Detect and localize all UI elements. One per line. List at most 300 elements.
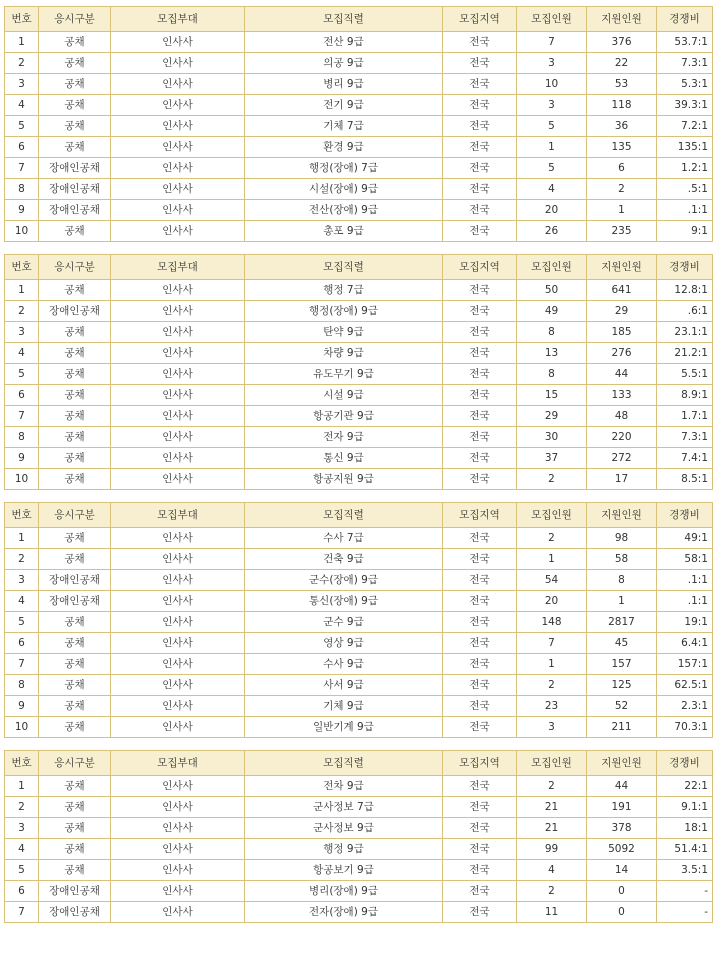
table-row: [5, 881, 713, 902]
cell-position: 통신 9급: [245, 448, 443, 469]
cell-row-number: 1: [5, 32, 39, 53]
table-row: [5, 612, 713, 633]
column-header-recruit-count: 모집인원: [517, 503, 587, 528]
cell-applicant-count: 0: [587, 902, 657, 923]
cell-applicant-count: 191: [587, 797, 657, 818]
cell-recruit-count: 5: [517, 116, 587, 137]
cell-region: 전국: [443, 427, 517, 448]
cell-position: 군사정보 7급: [245, 797, 443, 818]
table-row: [5, 528, 713, 549]
cell-competition-ratio: 2.3:1: [657, 696, 713, 717]
table-row: [5, 343, 713, 364]
recruitment-table-3: [4, 502, 713, 738]
column-header-unit: 모집부대: [111, 751, 245, 776]
cell-recruit-count: 8: [517, 364, 587, 385]
cell-exam-type: 공채: [39, 406, 111, 427]
cell-region: 전국: [443, 158, 517, 179]
cell-competition-ratio: 135:1: [657, 137, 713, 158]
cell-competition-ratio: 7.3:1: [657, 53, 713, 74]
cell-row-number: 2: [5, 301, 39, 322]
table-row: [5, 469, 713, 490]
table-row: [5, 116, 713, 137]
cell-applicant-count: 22: [587, 53, 657, 74]
cell-unit: 인사사: [111, 528, 245, 549]
cell-region: 전국: [443, 860, 517, 881]
cell-region: 전국: [443, 818, 517, 839]
cell-position: 행정 9급: [245, 839, 443, 860]
cell-position: 환경 9급: [245, 137, 443, 158]
column-header-region: 모집지역: [443, 503, 517, 528]
cell-position: 행정(장애) 9급: [245, 301, 443, 322]
cell-unit: 인사사: [111, 654, 245, 675]
cell-applicant-count: 211: [587, 717, 657, 738]
cell-competition-ratio: 18:1: [657, 818, 713, 839]
cell-exam-type: 공채: [39, 116, 111, 137]
cell-row-number: 10: [5, 717, 39, 738]
cell-region: 전국: [443, 322, 517, 343]
cell-exam-type: 공채: [39, 839, 111, 860]
cell-region: 전국: [443, 95, 517, 116]
cell-position: 건축 9급: [245, 549, 443, 570]
cell-recruit-count: 4: [517, 179, 587, 200]
cell-exam-type: 공채: [39, 776, 111, 797]
cell-position: 수사 7급: [245, 528, 443, 549]
table-row: [5, 179, 713, 200]
cell-region: 전국: [443, 839, 517, 860]
cell-recruit-count: 26: [517, 221, 587, 242]
cell-exam-type: 장애인공채: [39, 200, 111, 221]
cell-position: 의공 9급: [245, 53, 443, 74]
cell-applicant-count: 14: [587, 860, 657, 881]
cell-unit: 인사사: [111, 881, 245, 902]
table-row: [5, 53, 713, 74]
column-header-exam-type: 응시구분: [39, 255, 111, 280]
cell-recruit-count: 4: [517, 860, 587, 881]
column-header-unit: 모집부대: [111, 255, 245, 280]
cell-recruit-count: 1: [517, 549, 587, 570]
cell-applicant-count: 17: [587, 469, 657, 490]
cell-exam-type: 공채: [39, 385, 111, 406]
cell-applicant-count: 48: [587, 406, 657, 427]
cell-row-number: 10: [5, 469, 39, 490]
cell-position: 사서 9급: [245, 675, 443, 696]
cell-region: 전국: [443, 528, 517, 549]
cell-row-number: 10: [5, 221, 39, 242]
cell-applicant-count: 378: [587, 818, 657, 839]
cell-unit: 인사사: [111, 633, 245, 654]
cell-position: 행정 7급: [245, 280, 443, 301]
cell-row-number: 4: [5, 839, 39, 860]
cell-region: 전국: [443, 32, 517, 53]
cell-region: 전국: [443, 280, 517, 301]
cell-region: 전국: [443, 116, 517, 137]
cell-applicant-count: 118: [587, 95, 657, 116]
cell-region: 전국: [443, 137, 517, 158]
cell-recruit-count: 8: [517, 322, 587, 343]
cell-unit: 인사사: [111, 717, 245, 738]
cell-applicant-count: 1: [587, 591, 657, 612]
table-row: [5, 137, 713, 158]
cell-unit: 인사사: [111, 116, 245, 137]
cell-exam-type: 공채: [39, 280, 111, 301]
cell-recruit-count: 23: [517, 696, 587, 717]
cell-position: 전차 9급: [245, 776, 443, 797]
cell-exam-type: 공채: [39, 469, 111, 490]
cell-position: 항공기관 9급: [245, 406, 443, 427]
cell-row-number: 6: [5, 633, 39, 654]
cell-applicant-count: 52: [587, 696, 657, 717]
cell-applicant-count: 125: [587, 675, 657, 696]
cell-unit: 인사사: [111, 696, 245, 717]
cell-applicant-count: 5092: [587, 839, 657, 860]
cell-competition-ratio: .6:1: [657, 301, 713, 322]
table-row: [5, 200, 713, 221]
cell-position: 수사 9급: [245, 654, 443, 675]
cell-applicant-count: 133: [587, 385, 657, 406]
cell-exam-type: 공채: [39, 343, 111, 364]
column-header-recruit-count: 모집인원: [517, 7, 587, 32]
table-row: [5, 776, 713, 797]
cell-recruit-count: 50: [517, 280, 587, 301]
cell-competition-ratio: 9.1:1: [657, 797, 713, 818]
table-row: [5, 95, 713, 116]
cell-region: 전국: [443, 406, 517, 427]
cell-competition-ratio: 21.2:1: [657, 343, 713, 364]
cell-position: 전기 9급: [245, 95, 443, 116]
column-header-competition-ratio: 경쟁비: [657, 255, 713, 280]
cell-exam-type: 장애인공채: [39, 570, 111, 591]
cell-unit: 인사사: [111, 385, 245, 406]
cell-row-number: 6: [5, 881, 39, 902]
cell-row-number: 3: [5, 322, 39, 343]
cell-exam-type: 공채: [39, 860, 111, 881]
column-header-recruit-count: 모집인원: [517, 751, 587, 776]
cell-exam-type: 공채: [39, 322, 111, 343]
cell-recruit-count: 13: [517, 343, 587, 364]
cell-region: 전국: [443, 53, 517, 74]
cell-applicant-count: 58: [587, 549, 657, 570]
column-header-recruit-count: 모집인원: [517, 255, 587, 280]
cell-row-number: 2: [5, 549, 39, 570]
cell-region: 전국: [443, 696, 517, 717]
cell-exam-type: 공채: [39, 654, 111, 675]
table-header-row: [5, 255, 713, 280]
cell-row-number: 3: [5, 74, 39, 95]
cell-position: 항공보기 9급: [245, 860, 443, 881]
cell-row-number: 5: [5, 116, 39, 137]
column-header-competition-ratio: 경쟁비: [657, 7, 713, 32]
cell-competition-ratio: .1:1: [657, 200, 713, 221]
column-header-competition-ratio: 경쟁비: [657, 503, 713, 528]
cell-competition-ratio: 7.2:1: [657, 116, 713, 137]
cell-position: 전산 9급: [245, 32, 443, 53]
cell-exam-type: 장애인공채: [39, 179, 111, 200]
table-row: [5, 74, 713, 95]
cell-competition-ratio: 12.8:1: [657, 280, 713, 301]
cell-exam-type: 공채: [39, 549, 111, 570]
cell-recruit-count: 15: [517, 385, 587, 406]
table-row: [5, 797, 713, 818]
cell-region: 전국: [443, 776, 517, 797]
cell-position: 병리(장애) 9급: [245, 881, 443, 902]
cell-competition-ratio: 8.9:1: [657, 385, 713, 406]
cell-position: 기체 9급: [245, 696, 443, 717]
cell-applicant-count: 1: [587, 200, 657, 221]
table-row: [5, 322, 713, 343]
cell-recruit-count: 1: [517, 137, 587, 158]
cell-row-number: 7: [5, 902, 39, 923]
cell-applicant-count: 272: [587, 448, 657, 469]
cell-competition-ratio: 8.5:1: [657, 469, 713, 490]
cell-applicant-count: 235: [587, 221, 657, 242]
cell-applicant-count: 53: [587, 74, 657, 95]
table-row: [5, 301, 713, 322]
cell-competition-ratio: 157:1: [657, 654, 713, 675]
cell-exam-type: 장애인공채: [39, 902, 111, 923]
cell-competition-ratio: 39.3:1: [657, 95, 713, 116]
cell-unit: 인사사: [111, 776, 245, 797]
cell-exam-type: 공채: [39, 95, 111, 116]
cell-applicant-count: 157: [587, 654, 657, 675]
table-row: [5, 280, 713, 301]
cell-exam-type: 공채: [39, 53, 111, 74]
table-row: [5, 158, 713, 179]
cell-row-number: 7: [5, 406, 39, 427]
column-header-row-number: 번호: [5, 7, 39, 32]
cell-region: 전국: [443, 469, 517, 490]
cell-unit: 인사사: [111, 591, 245, 612]
cell-unit: 인사사: [111, 280, 245, 301]
cell-unit: 인사사: [111, 797, 245, 818]
cell-unit: 인사사: [111, 675, 245, 696]
cell-competition-ratio: .1:1: [657, 591, 713, 612]
cell-row-number: 7: [5, 654, 39, 675]
column-header-region: 모집지역: [443, 255, 517, 280]
cell-recruit-count: 49: [517, 301, 587, 322]
cell-region: 전국: [443, 591, 517, 612]
cell-applicant-count: 641: [587, 280, 657, 301]
cell-region: 전국: [443, 881, 517, 902]
column-header-applicant-count: 지원인원: [587, 7, 657, 32]
cell-region: 전국: [443, 343, 517, 364]
cell-recruit-count: 10: [517, 74, 587, 95]
cell-recruit-count: 3: [517, 95, 587, 116]
cell-position: 전자(장애) 9급: [245, 902, 443, 923]
cell-applicant-count: 36: [587, 116, 657, 137]
column-header-unit: 모집부대: [111, 503, 245, 528]
cell-competition-ratio: 1.2:1: [657, 158, 713, 179]
cell-row-number: 6: [5, 385, 39, 406]
cell-applicant-count: 44: [587, 776, 657, 797]
cell-row-number: 8: [5, 427, 39, 448]
cell-unit: 인사사: [111, 74, 245, 95]
column-header-position: 모집직렬: [245, 751, 443, 776]
cell-position: 군사정보 9급: [245, 818, 443, 839]
cell-competition-ratio: 7.4:1: [657, 448, 713, 469]
table-row: [5, 549, 713, 570]
cell-row-number: 2: [5, 53, 39, 74]
column-header-exam-type: 응시구분: [39, 7, 111, 32]
cell-applicant-count: 2: [587, 179, 657, 200]
column-header-exam-type: 응시구분: [39, 503, 111, 528]
cell-exam-type: 공채: [39, 818, 111, 839]
cell-row-number: 4: [5, 95, 39, 116]
cell-exam-type: 장애인공채: [39, 301, 111, 322]
cell-region: 전국: [443, 549, 517, 570]
cell-position: 유도무기 9급: [245, 364, 443, 385]
cell-recruit-count: 21: [517, 797, 587, 818]
cell-competition-ratio: 62.5:1: [657, 675, 713, 696]
cell-recruit-count: 2: [517, 675, 587, 696]
cell-unit: 인사사: [111, 301, 245, 322]
cell-competition-ratio: .5:1: [657, 179, 713, 200]
table-row: [5, 364, 713, 385]
cell-position: 군수 9급: [245, 612, 443, 633]
recruitment-table-2: [4, 254, 713, 490]
cell-exam-type: 공채: [39, 612, 111, 633]
cell-competition-ratio: .1:1: [657, 570, 713, 591]
cell-competition-ratio: 58:1: [657, 549, 713, 570]
cell-position: 시설 9급: [245, 385, 443, 406]
cell-competition-ratio: 23.1:1: [657, 322, 713, 343]
cell-applicant-count: 220: [587, 427, 657, 448]
cell-recruit-count: 7: [517, 633, 587, 654]
cell-position: 차량 9급: [245, 343, 443, 364]
cell-region: 전국: [443, 179, 517, 200]
column-header-unit: 모집부대: [111, 7, 245, 32]
cell-region: 전국: [443, 633, 517, 654]
table-row: [5, 839, 713, 860]
cell-exam-type: 공채: [39, 633, 111, 654]
table-row: [5, 696, 713, 717]
cell-position: 시설(장애) 9급: [245, 179, 443, 200]
cell-unit: 인사사: [111, 839, 245, 860]
table-row: [5, 448, 713, 469]
cell-exam-type: 공채: [39, 797, 111, 818]
cell-recruit-count: 2: [517, 881, 587, 902]
cell-applicant-count: 44: [587, 364, 657, 385]
table-row: [5, 591, 713, 612]
cell-region: 전국: [443, 221, 517, 242]
cell-row-number: 9: [5, 696, 39, 717]
cell-unit: 인사사: [111, 570, 245, 591]
cell-competition-ratio: 51.4:1: [657, 839, 713, 860]
cell-position: 통신(장애) 9급: [245, 591, 443, 612]
cell-region: 전국: [443, 364, 517, 385]
cell-row-number: 5: [5, 364, 39, 385]
cell-recruit-count: 7: [517, 32, 587, 53]
cell-unit: 인사사: [111, 137, 245, 158]
cell-applicant-count: 8: [587, 570, 657, 591]
cell-competition-ratio: 9:1: [657, 221, 713, 242]
cell-applicant-count: 2817: [587, 612, 657, 633]
table-row: [5, 406, 713, 427]
column-header-applicant-count: 지원인원: [587, 751, 657, 776]
cell-region: 전국: [443, 717, 517, 738]
cell-row-number: 5: [5, 612, 39, 633]
cell-position: 전산(장애) 9급: [245, 200, 443, 221]
cell-region: 전국: [443, 301, 517, 322]
column-header-row-number: 번호: [5, 503, 39, 528]
table-row: [5, 570, 713, 591]
column-header-applicant-count: 지원인원: [587, 503, 657, 528]
cell-recruit-count: 2: [517, 469, 587, 490]
column-header-exam-type: 응시구분: [39, 751, 111, 776]
cell-region: 전국: [443, 448, 517, 469]
cell-applicant-count: 376: [587, 32, 657, 53]
cell-recruit-count: 11: [517, 902, 587, 923]
cell-recruit-count: 37: [517, 448, 587, 469]
table-row: [5, 385, 713, 406]
cell-recruit-count: 3: [517, 53, 587, 74]
cell-position: 기체 7급: [245, 116, 443, 137]
cell-exam-type: 공채: [39, 675, 111, 696]
cell-recruit-count: 2: [517, 776, 587, 797]
cell-applicant-count: 98: [587, 528, 657, 549]
cell-row-number: 3: [5, 818, 39, 839]
column-header-competition-ratio: 경쟁비: [657, 751, 713, 776]
column-header-position: 모집직렬: [245, 7, 443, 32]
cell-row-number: 4: [5, 343, 39, 364]
cell-unit: 인사사: [111, 322, 245, 343]
cell-applicant-count: 29: [587, 301, 657, 322]
cell-row-number: 1: [5, 776, 39, 797]
cell-exam-type: 공채: [39, 364, 111, 385]
cell-applicant-count: 6: [587, 158, 657, 179]
cell-unit: 인사사: [111, 221, 245, 242]
column-header-region: 모집지역: [443, 7, 517, 32]
table-row: [5, 633, 713, 654]
cell-recruit-count: 2: [517, 528, 587, 549]
cell-exam-type: 공채: [39, 528, 111, 549]
cell-applicant-count: 276: [587, 343, 657, 364]
cell-unit: 인사사: [111, 860, 245, 881]
cell-unit: 인사사: [111, 364, 245, 385]
table-row: [5, 717, 713, 738]
cell-competition-ratio: 19:1: [657, 612, 713, 633]
cell-position: 영상 9급: [245, 633, 443, 654]
cell-unit: 인사사: [111, 427, 245, 448]
cell-region: 전국: [443, 612, 517, 633]
cell-row-number: 5: [5, 860, 39, 881]
cell-region: 전국: [443, 74, 517, 95]
cell-region: 전국: [443, 654, 517, 675]
cell-recruit-count: 54: [517, 570, 587, 591]
cell-exam-type: 공채: [39, 137, 111, 158]
cell-competition-ratio: 5.3:1: [657, 74, 713, 95]
cell-unit: 인사사: [111, 158, 245, 179]
cell-region: 전국: [443, 902, 517, 923]
cell-unit: 인사사: [111, 32, 245, 53]
cell-position: 군수(장애) 9급: [245, 570, 443, 591]
cell-row-number: 8: [5, 675, 39, 696]
cell-recruit-count: 1: [517, 654, 587, 675]
cell-row-number: 3: [5, 570, 39, 591]
cell-competition-ratio: 3.5:1: [657, 860, 713, 881]
cell-region: 전국: [443, 797, 517, 818]
column-header-applicant-count: 지원인원: [587, 255, 657, 280]
cell-exam-type: 장애인공채: [39, 158, 111, 179]
cell-recruit-count: 30: [517, 427, 587, 448]
cell-recruit-count: 20: [517, 200, 587, 221]
cell-exam-type: 공채: [39, 448, 111, 469]
table-row: [5, 675, 713, 696]
cell-unit: 인사사: [111, 549, 245, 570]
cell-row-number: 7: [5, 158, 39, 179]
cell-position: 총포 9급: [245, 221, 443, 242]
cell-region: 전국: [443, 385, 517, 406]
column-header-position: 모집직렬: [245, 255, 443, 280]
